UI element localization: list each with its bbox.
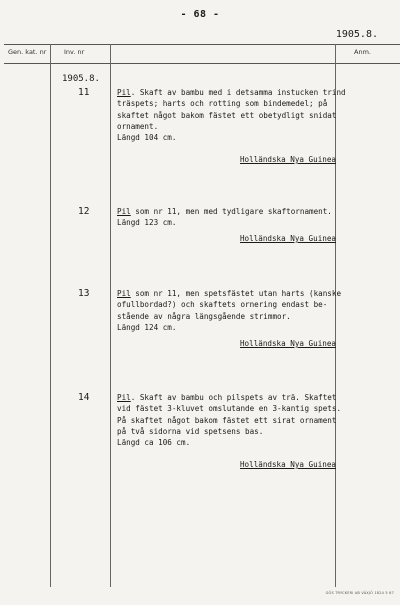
entry-location: Holländska Nya Guinea <box>239 155 336 164</box>
header-rule-top <box>4 44 400 45</box>
entry-line: . Skaft av bambu och pilspets av trä. Skaftet <box>130 393 337 402</box>
column-header-inv: Inv. nr <box>64 48 85 56</box>
entry-line: skaftet något bakom fästet ett obetydligt snidat <box>117 110 337 120</box>
entry-number: 14 <box>78 392 90 403</box>
entry-description <box>117 392 357 448</box>
entry-description <box>117 87 357 143</box>
entry-year: 1905.8. <box>62 74 100 84</box>
entry-line: träspets; harts och rotting som bindemedel; på <box>117 99 328 109</box>
entry-line: vid fästet 3-kluvet omslutande en 3-kantig spets. <box>117 404 342 414</box>
entry-line: Längd 123 cm. <box>117 218 177 228</box>
column-header-anm: Anm. <box>354 48 371 56</box>
entry-line: På skaftet något bakom fästet ett sirat ornament <box>117 415 337 425</box>
entry-line: som nr 11, men spetsfästet utan harts (kanske <box>130 289 342 298</box>
entry-location: Holländska Nya Guinea <box>239 460 336 469</box>
entry-title: Pil <box>117 289 131 298</box>
entry-number: 13 <box>78 288 90 299</box>
entry-description <box>117 288 357 333</box>
entry-line: ofullbordad?) och skaftets ornering endast be- <box>117 300 328 310</box>
entry-line: Längd 104 cm. <box>117 133 177 143</box>
year-header: 1905.8. <box>335 29 378 40</box>
entry-description <box>117 206 357 229</box>
column-divider-2 <box>110 44 111 587</box>
entry-line: . Skaft av bambu med i detsamma instucken trind <box>130 88 346 97</box>
entry-title: Pil <box>117 393 131 402</box>
entry-line: som nr 11, men med tydligare skaftornament. <box>130 207 332 216</box>
entry-title: Pil <box>117 207 131 216</box>
column-header-gen-kat: Gen. kat. nr <box>8 48 47 56</box>
entry-number: 12 <box>78 206 90 217</box>
entry-location: Holländska Nya Guinea <box>239 339 336 348</box>
entry-title: Pil <box>117 88 131 97</box>
column-divider-1 <box>50 44 51 587</box>
entry-location: Holländska Nya Guinea <box>239 234 336 243</box>
entry-line: ornament. <box>117 121 159 131</box>
entry-line: stående av några längsgående strimmor. <box>117 311 291 321</box>
entry-line: Längd 124 cm. <box>117 322 177 332</box>
entry-line: Längd ca 106 cm. <box>117 438 191 448</box>
header-rule-bottom <box>4 63 400 64</box>
printer-footer: GÖS TRYCKERI AB VÄXJÖ 1824 5 67 <box>325 591 394 595</box>
entry-number: 11 <box>78 87 90 98</box>
entry-line: på två sidorna vid spetsens bas. <box>117 426 264 436</box>
page-number: - 68 - <box>180 9 220 20</box>
